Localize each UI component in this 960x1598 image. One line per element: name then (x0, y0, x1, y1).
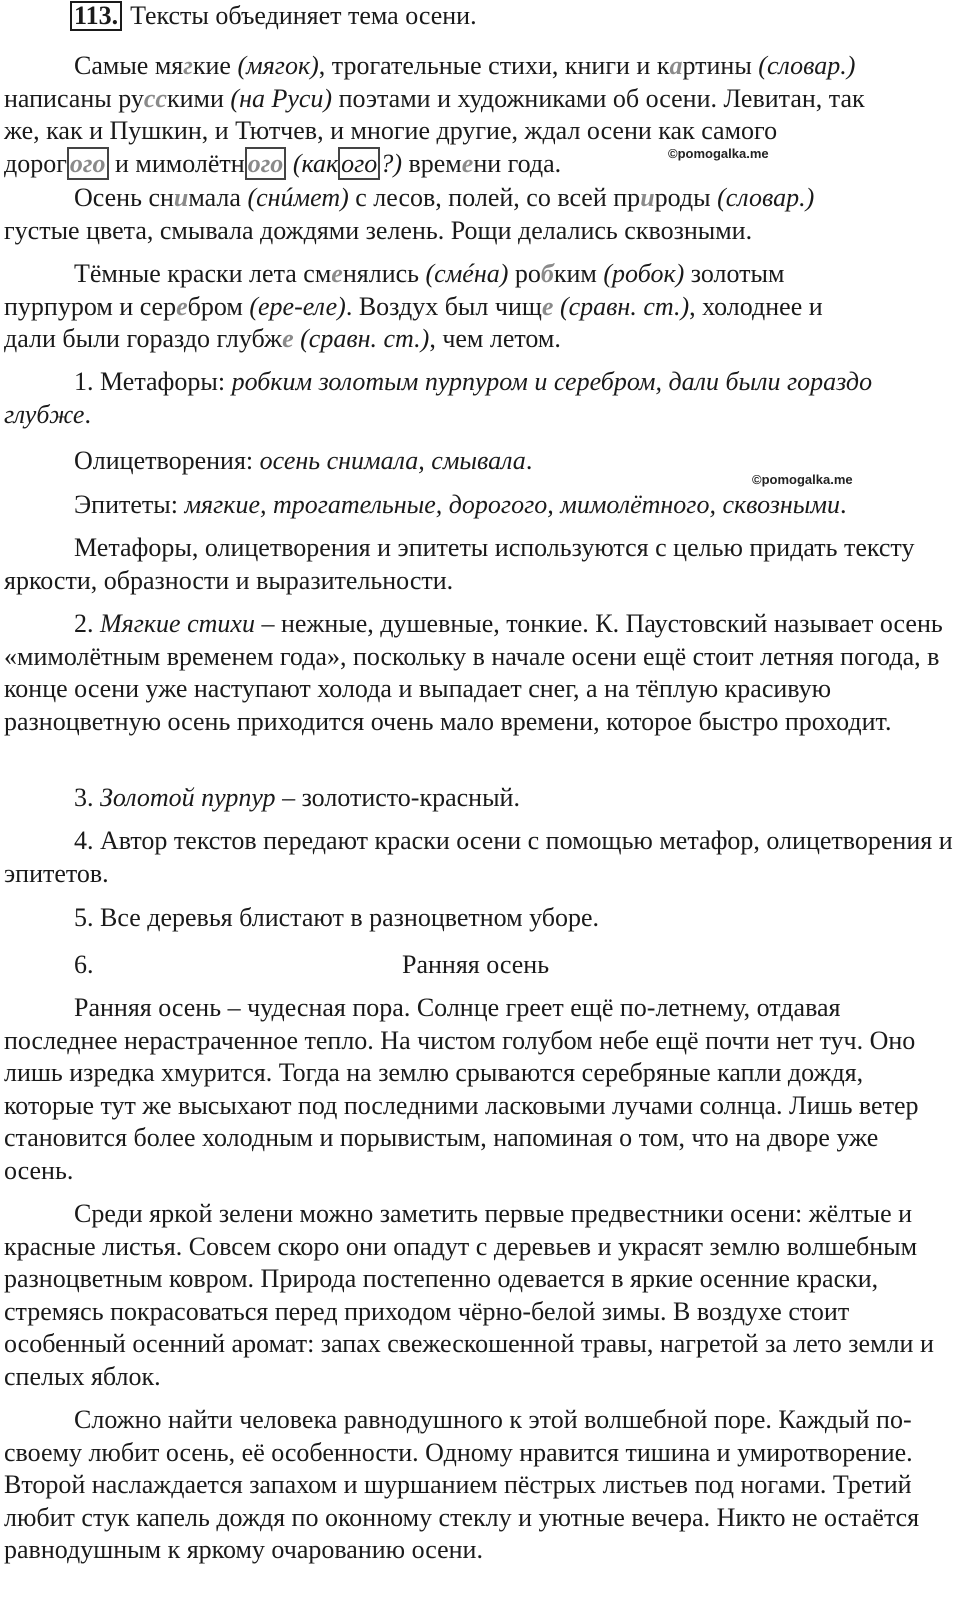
spelling-hint: (ере-еле) (249, 291, 346, 321)
answer-label: 1. Метафоры: (74, 367, 232, 396)
essay-text: Сложно найти человека равнодушного к этой волшебной поре. Каждый по-своему любит осень, её особенности. Одному нравится тишина и умиротворение. Второй наслаждается запахом и шуршанием пёстрых листьев под ногами. Третий любит стук капель дождя по оконному стеклу и уютные вечера. Никто не остаётся равнодушным к яркому очарованию осени. (4, 1405, 920, 1565)
answer-label: 2. (74, 609, 100, 638)
spelling-mark: е (541, 291, 554, 321)
p3-line-3 (4, 323, 954, 356)
spelling-mark: е (461, 148, 474, 178)
text: кие (192, 51, 238, 80)
text: роды (654, 183, 718, 212)
text: , чем летом. (429, 324, 561, 354)
spelling-hint: ?) (380, 148, 402, 178)
essay-text: Среди яркой зелени можно заметить первые предвестники осени: жёлтые и красные листья. Совсем скоро они опадут с деревьев и украсят землю волшебным разноцветным ковром. Природа постепенно одевается в яркие осенние краски, стремясь покрасоваться перед приходом чёрно-белой зимы. В воздухе стоит особенный осенний аромат: запах свежескошенной травы, нагретой за лето земли и спелых яблок. (4, 1199, 934, 1391)
answer-example: робким золотым пурпуром и серебром, дали были гораздо глубже (4, 367, 873, 429)
watermark: ©pomogalka.me (752, 472, 853, 487)
spelling-mark: и (173, 183, 189, 212)
p2-line-1 (4, 182, 954, 215)
spelling-mark: сс (143, 83, 167, 113)
spelling-hint: (робок) (603, 259, 685, 288)
spelling-hint: (сравн. ст.) (293, 324, 430, 354)
answer-1 (4, 366, 954, 431)
text: врем (401, 148, 462, 178)
answer-3 (4, 782, 954, 815)
spelling-mark: и (640, 183, 655, 212)
text: Осень сн (74, 183, 174, 212)
answer-3-text (4, 782, 954, 815)
spelling-mark: е (282, 324, 294, 354)
text: . (525, 446, 533, 475)
answer-term: Золотой пурпур (100, 783, 276, 812)
text: и мимолётн (108, 148, 245, 178)
purpose-text: Метафоры, олицетворения и эпитеты используются с целью придать тексту яркости, образности и выразительности. (4, 533, 915, 595)
spelling-hint: (словар.) (717, 183, 815, 212)
text: поэтами и художниками об осени. Левитан, так (332, 83, 865, 113)
spelling-hint: (мягок) (237, 51, 319, 80)
text: бром (187, 291, 250, 321)
text: , холоднее и (689, 291, 823, 321)
ending-box: ого (67, 147, 109, 180)
essay-title: Ранняя осень (402, 950, 550, 979)
essay-paragraph-1 (4, 992, 954, 1188)
answer-term: Мягкие стихи (100, 609, 255, 638)
text: – нежные, душевные, тонкие. К. Паустовский называет осень «мимолётным временем года», поскольку в начале осени ещё стоит летняя погода, в конце осени уже наступают холода и выпадает снег, а на тёплую красивую разноцветную осень приходится очень мало времени, которое быстро проходит. (4, 609, 943, 736)
spelling-hint: (смéна) (425, 259, 509, 288)
epithets-text (4, 489, 954, 522)
spelling-hint: (как (286, 148, 339, 178)
spelling-hint: (сравн. ст.) (553, 291, 690, 321)
text: . Воздух был чищ (345, 291, 542, 321)
answer-5-text: 5. Все деревья блистают в разноцветном уборе. (74, 903, 600, 932)
spelling-hint: (словар.) (758, 51, 856, 80)
essay-text: Ранняя осень – чудесная пора. Солнце греет ещё по-летнему, отдавая последнее нерастраченное тепло. На чистом голубом небе ещё почти нет туч. Оно лишь изредка хмурится. Тогда на землю срываются серебряные капли дождя, которые тут же высыхают под последними ласковыми лучами солнца. Лишь ветер становится более холодным и порывистым, напоминая о том, что на дворе уже осень. (4, 993, 919, 1185)
text: дорог (4, 148, 67, 178)
text: мала (188, 183, 248, 212)
watermark: ©pomogalka.me (668, 146, 769, 161)
answer-label: Эпитеты: (74, 490, 185, 519)
answer-6 (4, 949, 954, 982)
text: пурпуром и сер (4, 291, 177, 321)
p1-line-2 (4, 83, 954, 116)
answer-example: осень снимала, смывала (259, 446, 526, 475)
p2-line-2: густые цвета, смывала дождями зелень. Рощи делались сквозными. (4, 215, 753, 245)
text-paragraph-1 (4, 50, 954, 180)
answer-6-label: 6. (74, 950, 94, 979)
answer-2-text (4, 608, 954, 738)
text: золотым (684, 259, 785, 288)
text: нялись (342, 259, 426, 288)
text: дали были гораздо глубж (4, 324, 283, 354)
p1-line-3: же, как и Пушкин, и Тютчев, и многие другие, ждал осени как самого (4, 116, 778, 146)
spelling-hint: (снúмет) (247, 183, 349, 212)
spelling-mark: е (176, 291, 188, 321)
text: ро (508, 259, 541, 288)
answer-1-text (4, 366, 954, 431)
text-paragraph-3 (4, 258, 954, 356)
spelling-mark: а (669, 51, 683, 80)
p3-line-1 (4, 258, 954, 291)
text: . (84, 399, 91, 429)
spelling-mark: г (183, 51, 193, 80)
ending-box: ого (245, 147, 287, 180)
text: написаны ру (4, 83, 144, 113)
answer-epithets (4, 489, 954, 522)
p3-line-2 (4, 291, 954, 324)
text: ни года. (473, 148, 562, 178)
exercise-number: 113. (70, 1, 122, 31)
text: . (840, 490, 847, 519)
ending-box: ого (338, 147, 380, 180)
exercise-header (4, 0, 954, 33)
text: Тёмные краски лета см (74, 259, 332, 288)
answer-2 (4, 608, 954, 738)
p1-line-1 (4, 50, 954, 83)
text: кими (166, 83, 231, 113)
text-paragraph-2 (4, 182, 954, 247)
text: – золотисто-красный. (275, 783, 520, 812)
p1-line-4 (4, 148, 954, 181)
exercise-intro: Тексты объединяет тема осени. (130, 1, 477, 30)
essay-paragraph-2 (4, 1198, 954, 1394)
answer-purpose (4, 532, 954, 597)
answer-4-text: 4. Автор текстов передают краски осени с помощью метафор, олицетворения и эпитетов. (4, 826, 953, 888)
answer-label: Олицетворения: (74, 446, 260, 475)
text: с лесов, полей, со всей пр (348, 183, 641, 212)
answer-4 (4, 825, 954, 890)
text: , трогательные стихи, книги и к (318, 51, 670, 80)
text: ким (553, 259, 604, 288)
answer-5 (4, 902, 954, 935)
essay-paragraph-3 (4, 1404, 954, 1567)
spelling-mark: е (331, 259, 343, 288)
text: ртины (682, 51, 759, 80)
answer-example: мягкие, трогательные, дорогого, мимолётного, сквозными (184, 490, 841, 519)
answer-label: 3. (74, 783, 100, 812)
spelling-hint: (на Руси) (230, 83, 333, 113)
spelling-mark: б (540, 259, 554, 288)
text: Самые мя (74, 51, 184, 80)
